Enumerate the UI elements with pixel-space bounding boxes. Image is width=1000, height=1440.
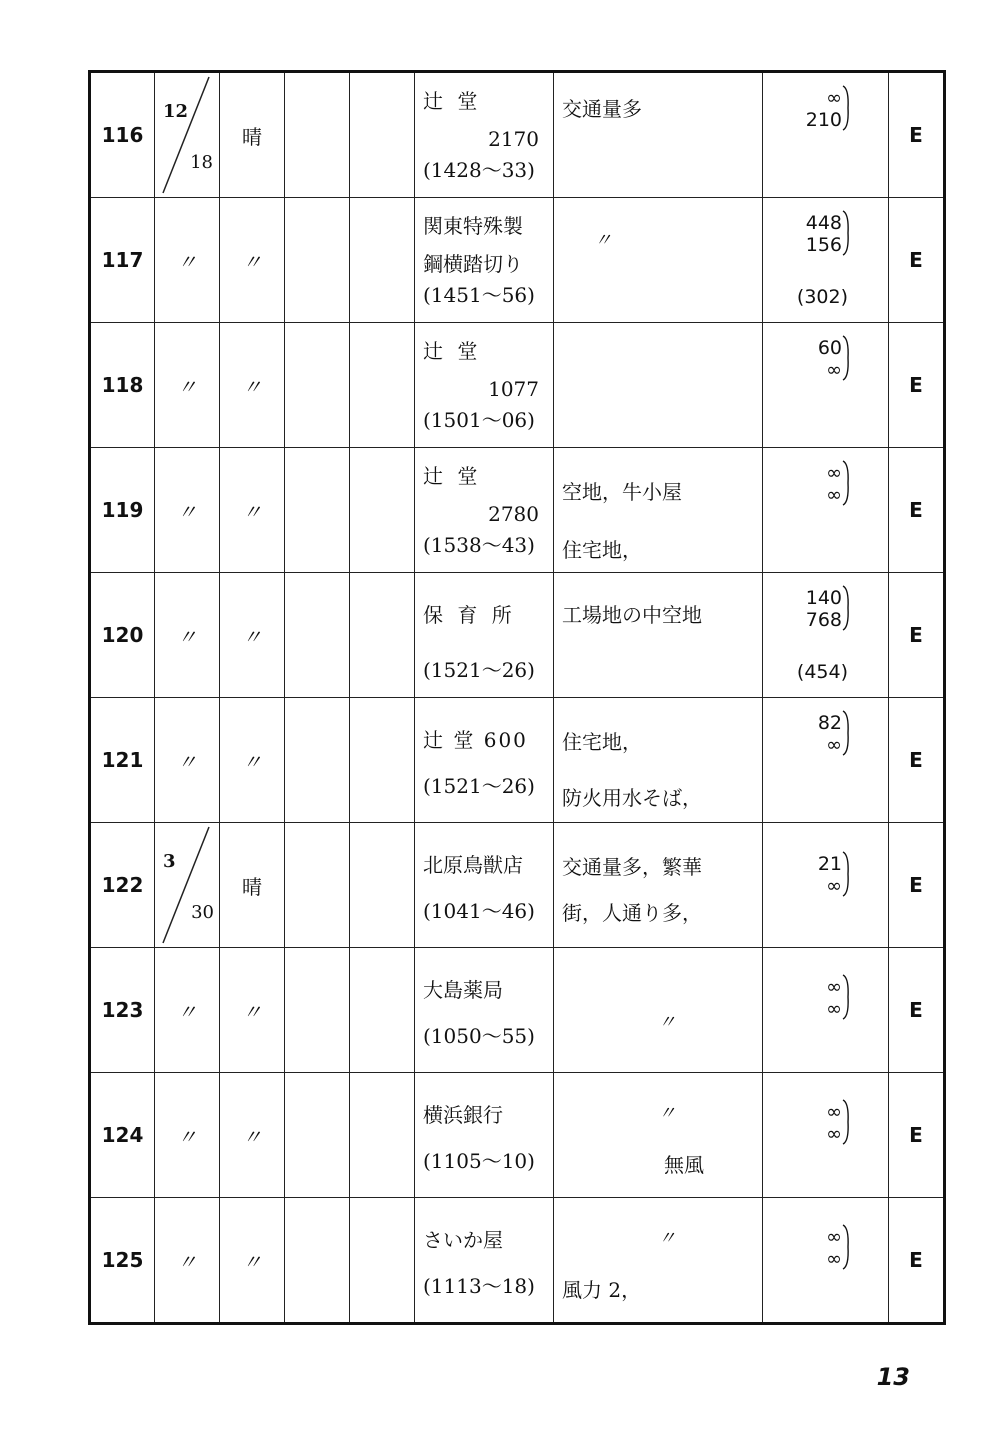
empty-cell bbox=[350, 448, 415, 573]
location-cell bbox=[415, 198, 554, 323]
empty-cell bbox=[350, 698, 415, 823]
empty-cell bbox=[285, 573, 350, 698]
grade-cell: E bbox=[889, 573, 945, 698]
empty-cell bbox=[350, 198, 415, 323]
location-range: (1041～46) bbox=[423, 899, 535, 923]
value-b: ∞ bbox=[826, 359, 842, 381]
grade-cell: E bbox=[889, 198, 945, 323]
location-cell bbox=[415, 72, 554, 198]
brace-icon bbox=[842, 1224, 850, 1270]
date-day: 18 bbox=[190, 152, 213, 173]
value-pair bbox=[826, 1101, 842, 1145]
date-cell: 〃 bbox=[155, 698, 220, 823]
location-cell bbox=[415, 1198, 554, 1324]
empty-cell bbox=[350, 573, 415, 698]
location-name: 辻 堂 bbox=[423, 339, 482, 363]
date-slash bbox=[155, 823, 219, 947]
weather-cell: 〃 bbox=[220, 198, 285, 323]
value-cell bbox=[763, 1198, 889, 1324]
empty-cell bbox=[285, 1198, 350, 1324]
date-month: 12 bbox=[163, 101, 189, 122]
note-ditto: 〃 bbox=[658, 1012, 676, 1033]
table-row bbox=[90, 198, 945, 323]
value-b: ∞ bbox=[826, 998, 842, 1020]
value-pair bbox=[806, 587, 842, 631]
location-range: (1105～10) bbox=[423, 1149, 535, 1173]
value-a: 448 bbox=[805, 212, 842, 234]
location-name: 辻 堂 bbox=[423, 89, 482, 113]
data-sheet bbox=[88, 70, 934, 1312]
value-cell bbox=[763, 823, 889, 948]
location-range: (1050～55) bbox=[423, 1024, 535, 1048]
location-cell bbox=[415, 698, 554, 823]
note-cell bbox=[554, 448, 763, 573]
value-cell bbox=[763, 948, 889, 1073]
brace-icon bbox=[842, 1099, 850, 1145]
empty-cell bbox=[285, 448, 350, 573]
table-row bbox=[90, 448, 945, 573]
value-pair bbox=[806, 87, 842, 131]
row-number: 120 bbox=[90, 573, 155, 698]
date-cell: 〃 bbox=[155, 323, 220, 448]
location-name: さいか屋 bbox=[423, 1228, 503, 1252]
value-pair bbox=[826, 1226, 842, 1270]
note-cell bbox=[554, 948, 763, 1073]
grade-cell: E bbox=[889, 448, 945, 573]
location-range: (1538～43) bbox=[423, 533, 535, 557]
value-a: 140 bbox=[805, 587, 842, 609]
grade-cell: E bbox=[889, 948, 945, 1073]
grade-cell: E bbox=[889, 823, 945, 948]
date-cell: 〃 bbox=[155, 1198, 220, 1324]
row-number: 117 bbox=[90, 198, 155, 323]
location-name: 辻 堂 bbox=[423, 464, 482, 488]
empty-cell bbox=[285, 698, 350, 823]
note-line-2: 風力 2， bbox=[562, 1278, 642, 1302]
value-a: ∞ bbox=[826, 87, 842, 109]
value-cell bbox=[763, 198, 889, 323]
note-line-2: 街，人通り多， bbox=[562, 901, 702, 925]
brace-icon bbox=[842, 85, 850, 131]
date-fraction bbox=[155, 823, 219, 947]
location-name: 横浜銀行 bbox=[423, 1103, 503, 1127]
date-cell bbox=[155, 823, 220, 948]
brace-icon bbox=[842, 335, 850, 381]
note-line-1: 工場地の中空地 bbox=[562, 603, 702, 627]
row-number: 124 bbox=[90, 1073, 155, 1198]
location-cell bbox=[415, 448, 554, 573]
row-number: 123 bbox=[90, 948, 155, 1073]
row-number: 119 bbox=[90, 448, 155, 573]
value-b: 768 bbox=[805, 609, 842, 631]
weather-cell: 〃 bbox=[220, 448, 285, 573]
value-average: (454) bbox=[796, 661, 848, 683]
grade-cell: E bbox=[889, 323, 945, 448]
location-cell bbox=[415, 823, 554, 948]
weather-cell: 晴 bbox=[220, 72, 285, 198]
brace-icon bbox=[842, 851, 850, 897]
empty-cell bbox=[285, 823, 350, 948]
location-name: 関東特殊製 bbox=[423, 214, 523, 238]
date-cell: 〃 bbox=[155, 448, 220, 573]
note-cell bbox=[554, 1073, 763, 1198]
empty-cell bbox=[350, 823, 415, 948]
weather-cell: 〃 bbox=[220, 948, 285, 1073]
table-row bbox=[90, 323, 945, 448]
value-pair bbox=[806, 212, 842, 256]
location-name: 辻 堂 600 bbox=[423, 728, 528, 752]
value-pair bbox=[818, 853, 842, 897]
brace-icon bbox=[842, 585, 850, 631]
note-cell bbox=[554, 198, 763, 323]
value-b: ∞ bbox=[826, 484, 842, 506]
value-b: ∞ bbox=[826, 875, 842, 897]
observation-table bbox=[88, 70, 946, 1325]
value-cell bbox=[763, 448, 889, 573]
weather-cell: 〃 bbox=[220, 323, 285, 448]
date-cell: 〃 bbox=[155, 198, 220, 323]
note-line-2: 防火用水そば， bbox=[562, 786, 702, 810]
brace-icon bbox=[842, 210, 850, 256]
value-b: ∞ bbox=[826, 1123, 842, 1145]
value-pair bbox=[826, 976, 842, 1020]
empty-cell bbox=[350, 948, 415, 1073]
value-a: ∞ bbox=[826, 1101, 842, 1123]
location-name: 大島薬局 bbox=[423, 978, 503, 1002]
value-cell bbox=[763, 698, 889, 823]
brace-icon bbox=[842, 460, 850, 506]
value-average: (302) bbox=[796, 286, 848, 308]
value-b: ∞ bbox=[826, 734, 842, 756]
value-pair bbox=[826, 462, 842, 506]
location-range: (1113～18) bbox=[423, 1274, 535, 1298]
table-row bbox=[90, 1198, 945, 1324]
weather-cell: 〃 bbox=[220, 1198, 285, 1324]
table-row bbox=[90, 72, 945, 198]
empty-cell bbox=[350, 323, 415, 448]
date-cell: 〃 bbox=[155, 573, 220, 698]
value-pair bbox=[818, 337, 842, 381]
grade-cell: E bbox=[889, 698, 945, 823]
row-number: 125 bbox=[90, 1198, 155, 1324]
location-cell bbox=[415, 1073, 554, 1198]
note-line-1: 住宅地， bbox=[562, 730, 642, 754]
row-number: 116 bbox=[90, 72, 155, 198]
value-pair bbox=[818, 712, 842, 756]
weather-cell: 〃 bbox=[220, 698, 285, 823]
date-cell bbox=[155, 72, 220, 198]
location-cell bbox=[415, 573, 554, 698]
location-code: 2780 bbox=[488, 502, 539, 526]
date-month: 3 bbox=[163, 851, 176, 872]
date-slash bbox=[155, 73, 219, 197]
note-cell bbox=[554, 72, 763, 198]
location-cell bbox=[415, 948, 554, 1073]
date-fraction bbox=[155, 73, 219, 197]
table-row bbox=[90, 948, 945, 1073]
weather-cell: 〃 bbox=[220, 573, 285, 698]
empty-cell bbox=[285, 72, 350, 198]
note-ditto: 〃 bbox=[658, 1228, 676, 1249]
location-name: 北原鳥獣店 bbox=[423, 853, 523, 877]
location-range: (1501～06) bbox=[423, 408, 535, 432]
note-cell bbox=[554, 1198, 763, 1324]
note-line-1: 空地，牛小屋 bbox=[562, 480, 682, 504]
date-cell: 〃 bbox=[155, 1073, 220, 1198]
empty-cell bbox=[350, 1198, 415, 1324]
brace-icon bbox=[842, 974, 850, 1020]
table-row bbox=[90, 1073, 945, 1198]
date-day: 30 bbox=[191, 902, 214, 923]
value-a: 82 bbox=[817, 712, 842, 734]
location-range: (1521～26) bbox=[423, 774, 535, 798]
note-ditto: 〃 bbox=[658, 1103, 676, 1124]
value-b: ∞ bbox=[826, 1248, 842, 1270]
value-b: 156 bbox=[805, 234, 842, 256]
value-a: ∞ bbox=[826, 976, 842, 998]
value-cell bbox=[763, 573, 889, 698]
value-a: ∞ bbox=[826, 1226, 842, 1248]
location-cell bbox=[415, 323, 554, 448]
location-range: (1451～56) bbox=[423, 283, 535, 307]
row-number: 122 bbox=[90, 823, 155, 948]
empty-cell bbox=[285, 198, 350, 323]
location-code: 1077 bbox=[488, 377, 539, 401]
location-range: (1428～33) bbox=[423, 158, 535, 182]
brace-icon bbox=[842, 710, 850, 756]
empty-cell bbox=[350, 1073, 415, 1198]
value-a: ∞ bbox=[826, 462, 842, 484]
location-name-line-2: 鋼横踏切り bbox=[423, 252, 523, 276]
value-a: 60 bbox=[817, 337, 842, 359]
grade-cell: E bbox=[889, 72, 945, 198]
note-cell bbox=[554, 573, 763, 698]
date-cell: 〃 bbox=[155, 948, 220, 1073]
location-code: 2170 bbox=[488, 127, 539, 151]
note-extra: 無風 bbox=[664, 1153, 704, 1177]
weather-cell: 〃 bbox=[220, 1073, 285, 1198]
table-row bbox=[90, 573, 945, 698]
note-ditto: 〃 bbox=[594, 230, 612, 251]
row-number: 121 bbox=[90, 698, 155, 823]
grade-cell: E bbox=[889, 1198, 945, 1324]
empty-cell bbox=[350, 72, 415, 198]
note-line-1: 交通量多 bbox=[562, 97, 642, 121]
location-range: (1521～26) bbox=[423, 658, 535, 682]
table-row bbox=[90, 698, 945, 823]
value-cell bbox=[763, 1073, 889, 1198]
page-number: 13 bbox=[876, 1363, 910, 1391]
weather-cell: 晴 bbox=[220, 823, 285, 948]
row-number: 118 bbox=[90, 323, 155, 448]
empty-cell bbox=[285, 323, 350, 448]
note-line-2: 住宅地， bbox=[562, 538, 642, 562]
value-cell bbox=[763, 323, 889, 448]
empty-cell bbox=[285, 1073, 350, 1198]
grade-cell: E bbox=[889, 1073, 945, 1198]
value-cell bbox=[763, 72, 889, 198]
note-cell bbox=[554, 698, 763, 823]
note-cell bbox=[554, 823, 763, 948]
note-cell bbox=[554, 323, 763, 448]
note-line-1: 交通量多，繁華 bbox=[562, 855, 702, 879]
table-row bbox=[90, 823, 945, 948]
location-name: 保 育 所 bbox=[423, 603, 516, 627]
empty-cell bbox=[285, 948, 350, 1073]
value-a: 21 bbox=[817, 853, 842, 875]
value-b: 210 bbox=[805, 109, 842, 131]
